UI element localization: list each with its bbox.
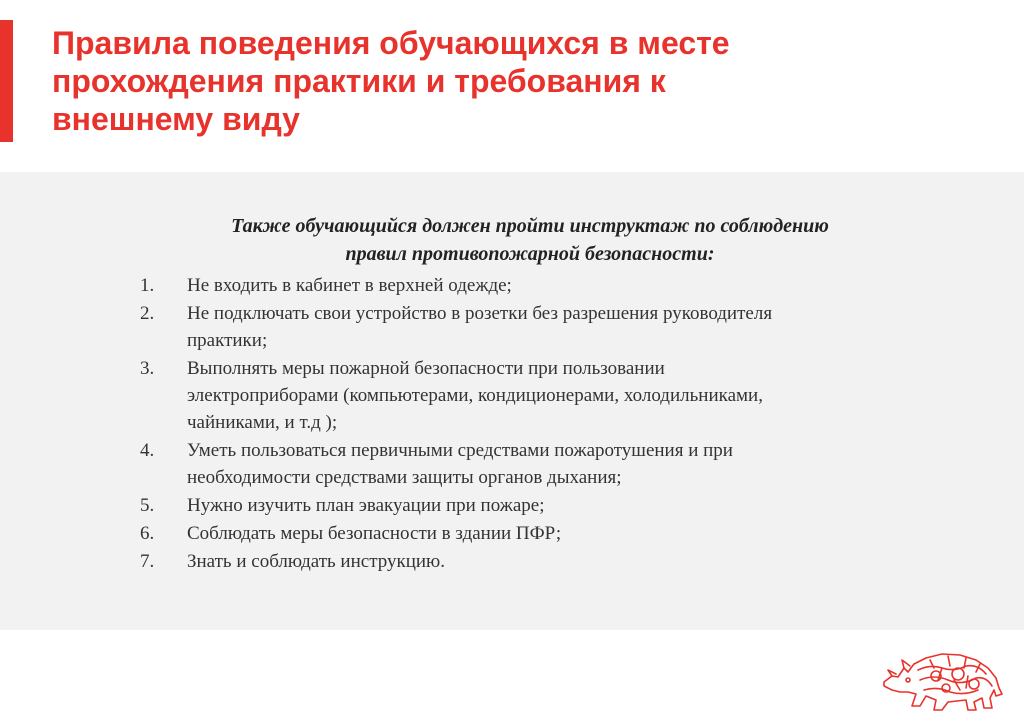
rule-line: Знать и соблюдать инструкцию. (187, 551, 445, 572)
rules-list (140, 272, 920, 576)
rule-item (140, 492, 920, 519)
rule-text (187, 437, 920, 491)
rule-item (140, 548, 920, 575)
accent-bar (0, 20, 13, 142)
slide-title-line: прохождения практики и требования к (52, 63, 666, 99)
rule-line: чайниками, и т.д ); (187, 412, 338, 433)
slide-title (52, 24, 952, 138)
rule-line: Соблюдать меры безопасности в здании ПФР; (187, 523, 562, 544)
rule-number: 7. (140, 551, 155, 572)
rule-item (140, 355, 920, 436)
rule-number: 1. (140, 275, 155, 296)
intro-line: Также обучающийся должен пройти инструктаж по соблюдению (231, 215, 829, 237)
rule-line: Нужно изучить план эвакуации при пожаре; (187, 495, 545, 516)
intro-line: правил противопожарной безопасности: (345, 243, 715, 265)
rhino-logo-icon (878, 646, 1008, 716)
slide-title-line: Правила поведения обучающихся в месте (52, 25, 730, 61)
rule-item (140, 520, 920, 547)
rule-number: 2. (140, 303, 155, 324)
rule-line: практики; (187, 330, 268, 351)
rule-line: Не подключать свои устройство в розетки без разрешения руководителя (187, 303, 773, 324)
rule-line: Не входить в кабинет в верхней одежде; (187, 275, 512, 296)
rule-line: Выполнять меры пожарной безопасности при пользовании (187, 358, 665, 379)
rule-number: 4. (140, 440, 155, 461)
rule-number: 6. (140, 523, 155, 544)
rule-line: необходимости средствами защиты органов дыхания; (187, 467, 622, 488)
rule-text (187, 355, 920, 436)
rule-text (187, 272, 920, 299)
slide-title-line: внешнему виду (52, 101, 300, 137)
rule-item (140, 300, 920, 354)
rule-text (187, 520, 920, 547)
rule-line: Уметь пользоваться первичными средствами пожаротушения и при (187, 440, 733, 461)
rule-item (140, 272, 920, 299)
rule-number: 3. (140, 358, 155, 379)
intro-text (130, 212, 930, 268)
rule-item (140, 437, 920, 491)
rule-line: электроприборами (компьютерами, кондиционерами, холодильниками, (187, 385, 763, 406)
rule-text (187, 492, 920, 519)
rule-text (187, 548, 920, 575)
rule-text (187, 300, 920, 354)
rule-number: 5. (140, 495, 155, 516)
